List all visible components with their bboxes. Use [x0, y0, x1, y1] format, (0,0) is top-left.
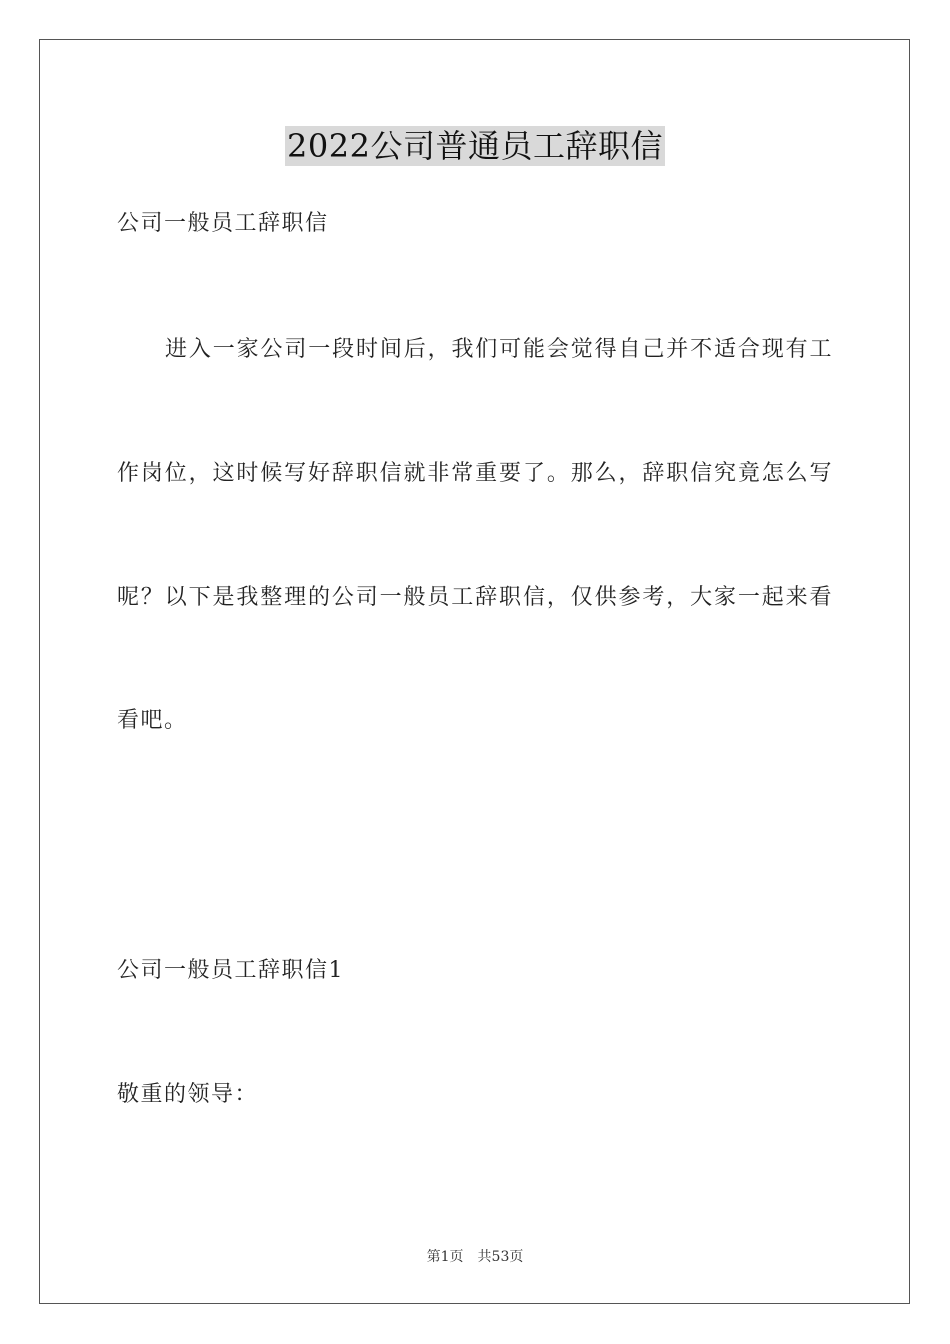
intro-line-2: 作岗位，这时候写好辞职信就非常重要了。那么，辞职信究竟怎么写 [117, 461, 833, 486]
page-total: 共53页 [477, 1249, 524, 1265]
document-title [0, 126, 950, 166]
salutation: 敬重的领导： [117, 1082, 259, 1107]
document-subtitle: 公司一般员工辞职信 [117, 211, 329, 236]
document-title-text: 2022公司普通员工辞职信 [287, 127, 663, 165]
intro-line-1: 进入一家公司一段时间后，我们可能会觉得自己并不适合现有工 [165, 337, 833, 362]
intro-line-4: 看吧。 [117, 708, 188, 733]
page-number: 第1页 [426, 1249, 464, 1265]
section-heading: 公司一般员工辞职信1 [117, 958, 344, 983]
intro-line-3: 呢？以下是我整理的公司一般员工辞职信，仅供参考，大家一起来看 [117, 585, 833, 610]
page-footer [0, 1248, 950, 1266]
